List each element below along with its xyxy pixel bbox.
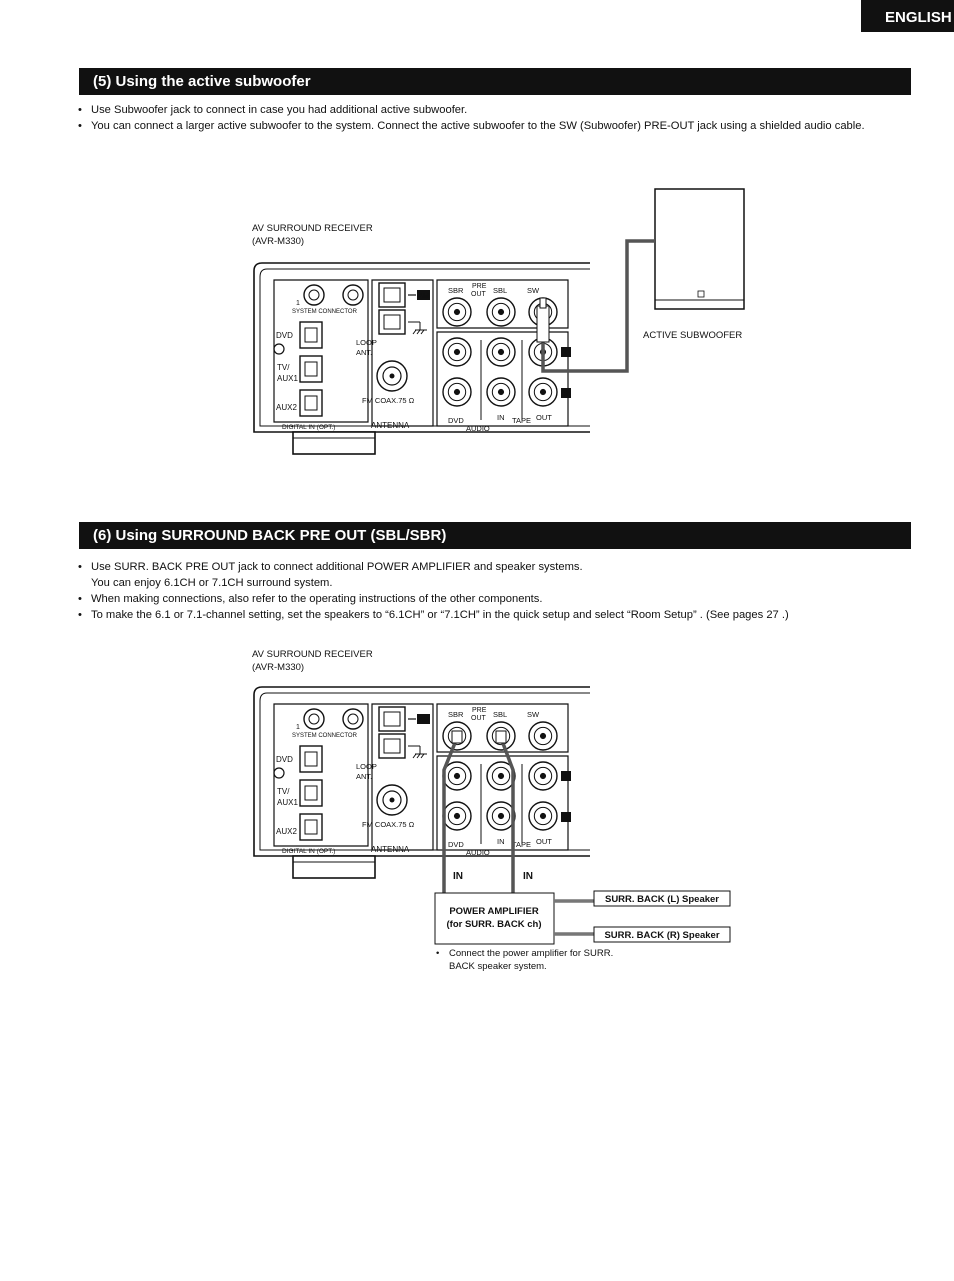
- pre-label: PRE: [472, 707, 487, 714]
- tape-in-label: IN: [497, 413, 505, 422]
- aux1-label: AUX1: [277, 374, 298, 383]
- section-5-title: (5) Using the active subwoofer: [79, 68, 911, 95]
- pre-label: PRE: [472, 283, 487, 290]
- sbr-label: SBR: [448, 286, 464, 295]
- system-connector-number: 1: [296, 300, 300, 307]
- fm-label: FM COAX.75 Ω: [362, 820, 415, 829]
- subwoofer-caption: ACTIVE SUBWOOFER: [643, 330, 743, 341]
- tape-out-label: OUT: [536, 413, 552, 422]
- system-connector-number: 1: [296, 724, 300, 731]
- system-connector-label: SYSTEM CONNECTOR: [292, 309, 357, 315]
- ant-label: ANT.: [356, 348, 373, 357]
- audio-label: AUDIO: [466, 848, 490, 857]
- bullet: • Use Subwoofer jack to connect in case you had additional active subwoofer.: [78, 102, 918, 118]
- l-label: L: [564, 350, 568, 357]
- loop-label: LOOP: [356, 338, 377, 347]
- dvd-label: DVD: [276, 331, 293, 340]
- receiver-caption-2: AV SURROUND RECEIVER (AVR-M330): [252, 649, 373, 673]
- r-label: R: [563, 815, 569, 822]
- amp-note: • Connect the power amplifier for SURR. BACK speaker system.: [436, 947, 679, 973]
- digital-in-label: DIGITAL IN (OPT.): [282, 424, 336, 431]
- bullet: • When making connections, also refer to the operating instructions of the other components.: [78, 591, 918, 607]
- aux2-label: AUX2: [276, 403, 297, 412]
- speaker-r-label: SURR. BACK (R) Speaker: [604, 930, 720, 941]
- language-tab: ENGLISH: [861, 0, 954, 32]
- antenna-label: ANTENNA: [371, 845, 410, 854]
- system-connector-label: SYSTEM CONNECTOR: [292, 733, 357, 739]
- sbr-cable: [444, 738, 457, 893]
- receiver-caption-1: AV SURROUND RECEIVER (AVR-M330): [252, 223, 373, 247]
- dvd-audio-label: DVD: [448, 416, 464, 425]
- in-label-left: IN: [453, 871, 463, 882]
- aux1-label: AUX1: [277, 798, 298, 807]
- r-label: R: [563, 391, 569, 398]
- aux2-label: AUX2: [276, 827, 297, 836]
- tape-label: TAPE: [512, 416, 532, 425]
- speaker-l-label: SURR. BACK (L) Speaker: [604, 894, 720, 905]
- bullet: • You can connect a larger active subwoofer to the system. Connect the active subwoofer to the SW (Subwoofer) PRE-OUT jack using a shielded audio cable.: [78, 118, 918, 134]
- sbl-label: SBL: [493, 286, 508, 295]
- sbr-label: SBR: [448, 710, 464, 719]
- tv-label: TV/: [277, 363, 290, 372]
- l-label: L: [564, 774, 568, 781]
- digital-in-label: DIGITAL IN (OPT.): [282, 848, 336, 855]
- section-6-title: (6) Using SURROUND BACK PRE OUT (SBL/SBR): [79, 522, 911, 549]
- pre-out-label: OUT: [471, 715, 486, 722]
- sw-label: SW: [527, 710, 540, 719]
- bullet: • Use SURR. BACK PRE OUT jack to connect additional POWER AMPLIFIER and speaker systems. You can enjoy 6.1CH or 7.1CH surround system.: [78, 559, 918, 591]
- amp-label-line2: (for SURR. BACK ch): [446, 919, 542, 930]
- ant-label: ANT.: [356, 772, 373, 781]
- sbl-label: SBL: [493, 710, 508, 719]
- sw-label: SW: [527, 286, 540, 295]
- pre-out-label: OUT: [471, 291, 486, 298]
- tv-label: TV/: [277, 787, 290, 796]
- tape-label: TAPE: [512, 840, 532, 849]
- audio-label: AUDIO: [466, 424, 490, 433]
- loop-label: LOOP: [356, 762, 377, 771]
- amp-label-line1: POWER AMPLIFIER: [449, 906, 539, 917]
- in-label-right: IN: [523, 871, 533, 882]
- dvd-label: DVD: [276, 755, 293, 764]
- am-label: AM: [418, 717, 429, 724]
- am-label: AM: [418, 293, 429, 300]
- dvd-audio-label: DVD: [448, 840, 464, 849]
- fm-label: FM COAX.75 Ω: [362, 396, 415, 405]
- bullet: • To make the 6.1 or 7.1-channel setting, set the speakers to “6.1CH” or “7.1CH” in the quick setup and select “Room Setup” . (See pages 27 .): [78, 607, 918, 623]
- tape-in-label: IN: [497, 837, 505, 846]
- sbl-cable: [501, 738, 513, 893]
- antenna-label: ANTENNA: [371, 421, 410, 430]
- tape-out-label: OUT: [536, 837, 552, 846]
